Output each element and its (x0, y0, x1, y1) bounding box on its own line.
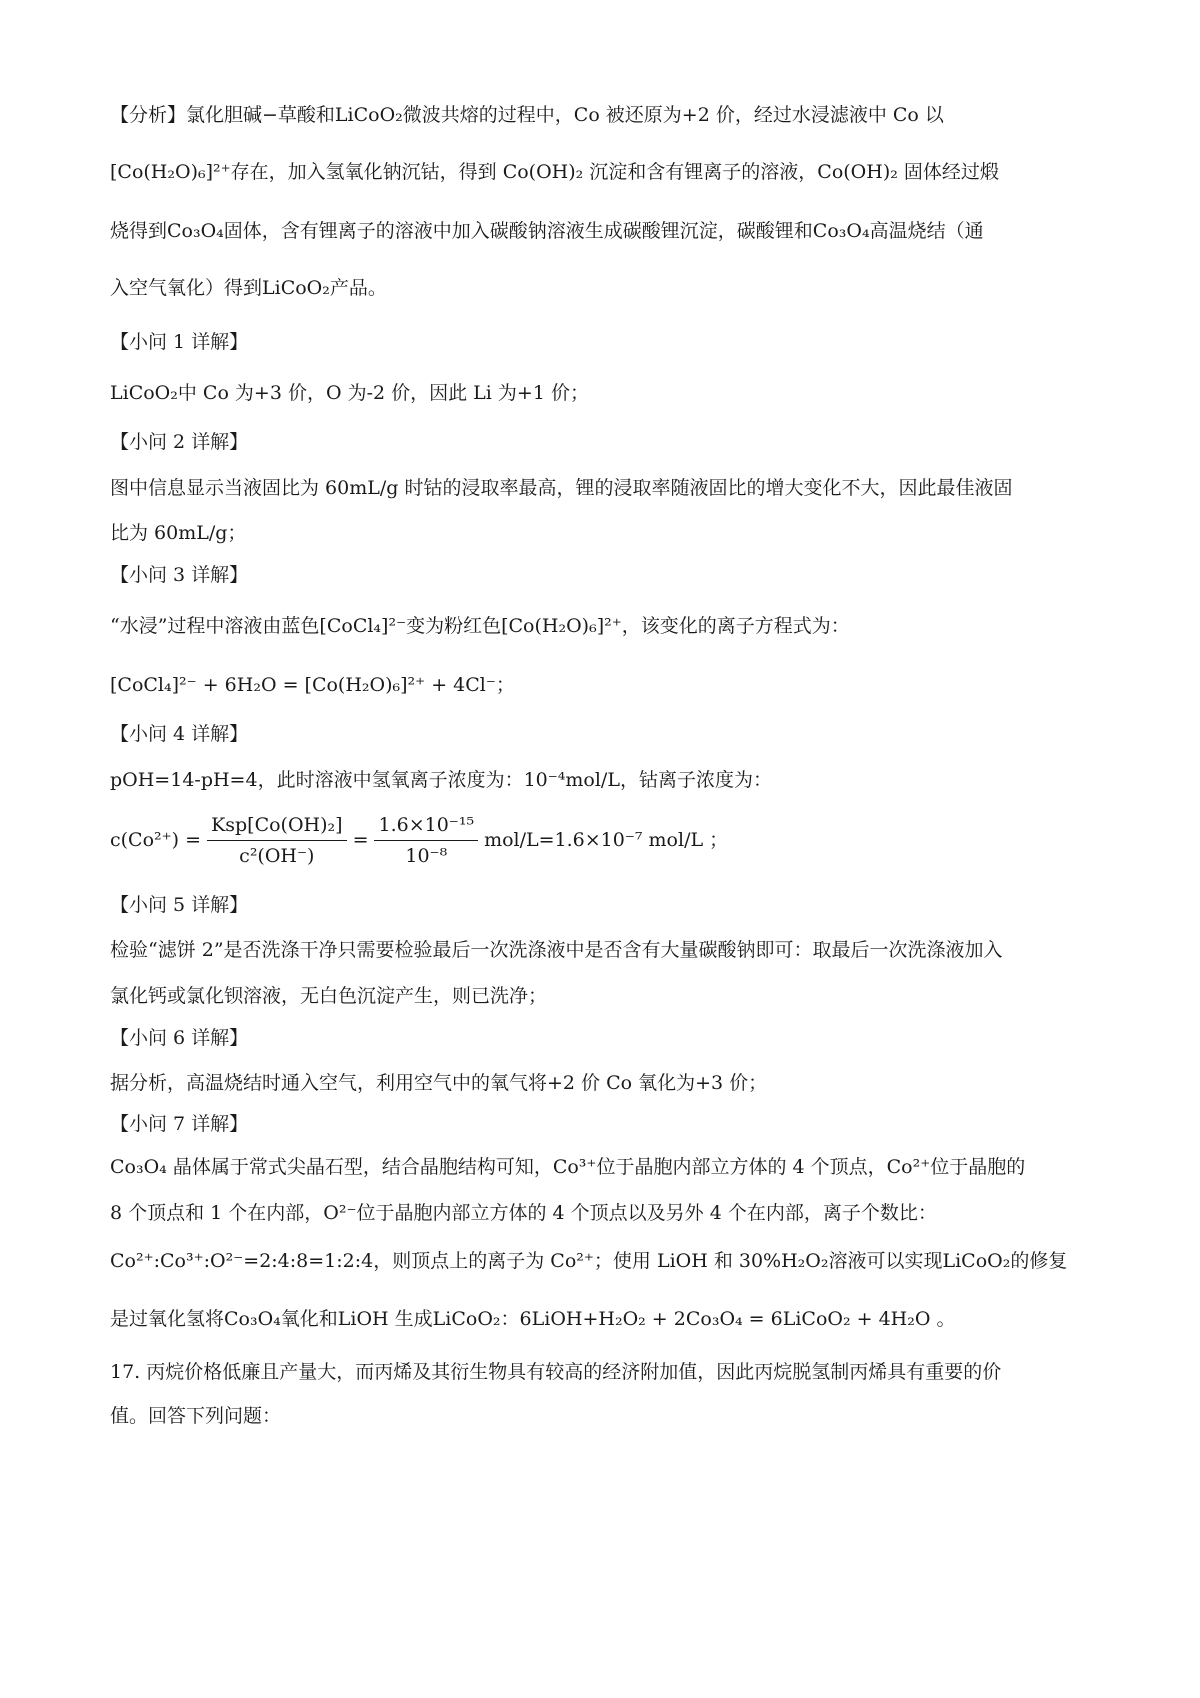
q4-eq-fraction-1 (207, 813, 347, 868)
q5-line-2: 氯化钙或氯化钡溶液，无白色沉淀产生，则已洗净； (110, 985, 548, 1007)
q4-eq-lhs: c(Co²⁺) = (110, 829, 202, 851)
q7-heading: 【小问 7 详解】 (110, 1113, 249, 1135)
q5-heading: 【小问 5 详解】 (110, 894, 249, 916)
q4-eq-denominator-2: 10⁻⁸ (405, 844, 448, 867)
q7-line-1: Co₃O₄ 晶体属于常式尖晶石型，结合晶胞结构可知，Co³⁺位于晶胞内部立方体的 4 个顶点，Co²⁺位于晶胞的 (110, 1156, 1026, 1178)
q1-line-1: LiCoO₂中 Co 为+3 价，O 为-2 价，因此 Li 为+1 价； (110, 382, 589, 404)
q5-line-1: 检验“滤饼 2”是否洗涤干净只需要检验最后一次洗涤液中是否含有大量碳酸钠即可：取最后一次洗涤液加入 (110, 939, 1003, 961)
q3-equation: [CoCl₄]²⁻ + 6H₂O = [Co(H₂O)₆]²⁺ + 4Cl⁻； (110, 674, 515, 696)
q1-heading: 【小问 1 详解】 (110, 331, 249, 353)
q7-line-2: 8 个顶点和 1 个在内部，O²⁻位于晶胞内部立方体的 4 个顶点以及另外 4 个在内部，离子个数比： (110, 1202, 937, 1224)
q4-eq-numerator-1: Ksp[Co(OH)₂] (207, 813, 347, 841)
analysis-line-1: 【分析】氯化胆碱−草酸和LiCoO₂微波共熔的过程中，Co 被还原为+2 价，经过水浸滤液中 Co 以 (110, 104, 944, 126)
question-17-line-1: 17. 丙烷价格低廉且产量大，而丙烯及其衍生物具有较高的经济附加值，因此丙烷脱氢制丙烯具有重要的价 (110, 1361, 1002, 1383)
analysis-line-2: [Co(H₂O)₆]²⁺存在，加入氢氧化钠沉钴，得到 Co(OH)₂ 沉淀和含有锂离子的溶液，Co(OH)₂ 固体经过煅 (110, 161, 999, 183)
q2-line-1: 图中信息显示当液固比为 60mL/g 时钴的浸取率最高，锂的浸取率随液固比的增大变化不大，因此最佳液固 (110, 477, 1013, 499)
q6-line-1: 据分析，高温烧结时通入空气，利用空气中的氧气将+2 价 Co 氧化为+3 价； (110, 1072, 768, 1094)
q3-line-1: “水浸”过程中溶液由蓝色[CoCl₄]²⁻变为粉红色[Co(H₂O)₆]²⁺，该变化的离子方程式为： (110, 615, 850, 637)
q4-eq-numerator-2: 1.6×10⁻¹⁵ (374, 813, 478, 841)
analysis-line-3: 烧得到Co₃O₄固体，含有锂离子的溶液中加入碳酸钠溶液生成碳酸锂沉淀，碳酸锂和Co₃O₄高温烧结（通 (110, 220, 984, 242)
q4-line-1: pOH=14-pH=4，此时溶液中氢氧离子浓度为：10⁻⁴mol/L，钴离子浓度为： (110, 769, 772, 791)
q3-heading: 【小问 3 详解】 (110, 564, 249, 586)
q4-eq-equals: = (352, 829, 369, 851)
q4-eq-denominator-1: c²(OH⁻) (239, 844, 315, 867)
q4-eq-rhs: mol/L=1.6×10⁻⁷ mol/L ； (484, 829, 729, 851)
q7-line-4: 是过氧化氢将Co₃O₄氧化和LiOH 生成LiCoO₂：6LiOH+H₂O₂ + 2Co₃O₄ = 6LiCoO₂ + 4H₂O 。 (110, 1308, 956, 1330)
analysis-line-4: 入空气氧化）得到LiCoO₂产品。 (110, 277, 387, 299)
q4-eq-fraction-2 (374, 813, 478, 868)
q6-heading: 【小问 6 详解】 (110, 1027, 249, 1049)
q2-line-2: 比为 60mL/g； (110, 522, 247, 544)
q4-heading: 【小问 4 详解】 (110, 723, 249, 745)
question-17-line-2: 值。回答下列问题： (110, 1405, 282, 1427)
q4-concentration-equation (110, 808, 1100, 872)
q7-line-3: Co²⁺:Co³⁺:O²⁻=2:4:8=1:2:4，则顶点上的离子为 Co²⁺；使用 LiOH 和 30%H₂O₂溶液可以实现LiCoO₂的修复 (110, 1250, 1068, 1272)
q2-heading: 【小问 2 详解】 (110, 431, 249, 453)
